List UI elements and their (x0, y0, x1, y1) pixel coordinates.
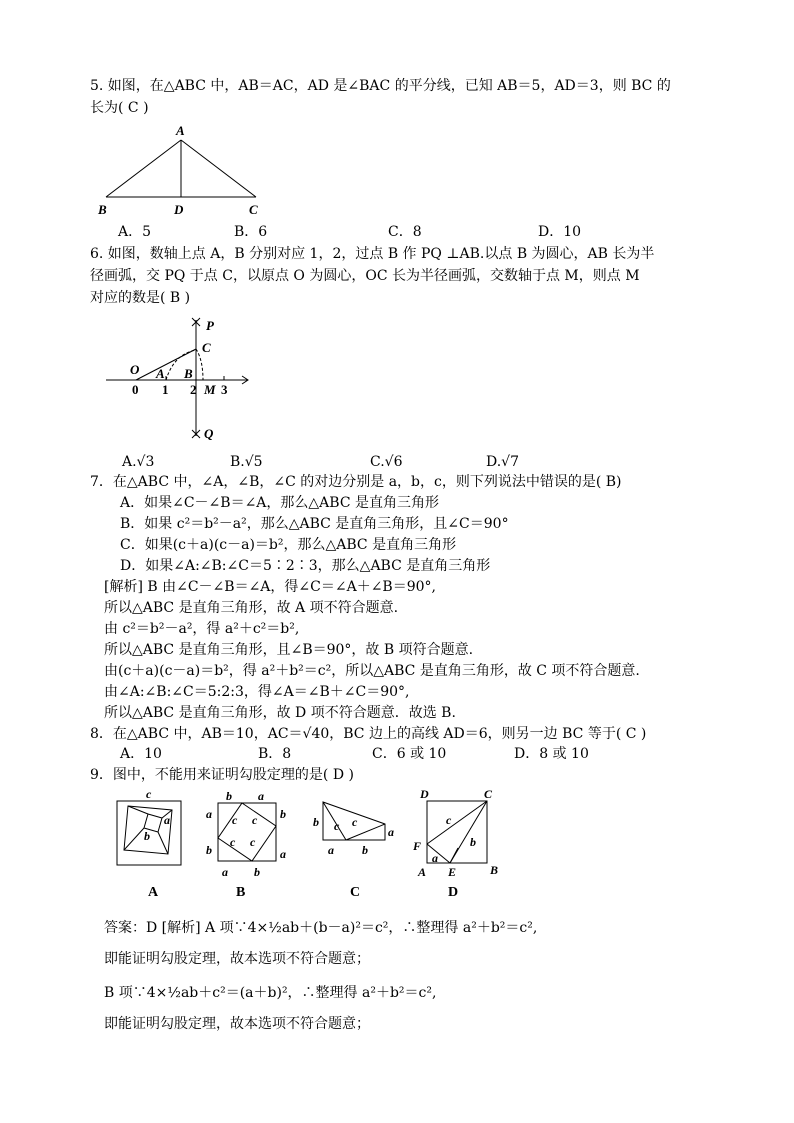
q7-analysis-7: 所以△ABC 是直角三角形，故 D 项不符合题意．故选 B. (104, 705, 456, 721)
label-c-4: c (250, 835, 256, 849)
q9-answer-4: 即能证明勾股定理，故本选项不符合题意； (104, 1016, 370, 1032)
label-a-side: a (432, 851, 438, 865)
q8-option-b: B．8 (258, 746, 292, 762)
outer-square (218, 803, 276, 861)
label-a-left: a (206, 807, 212, 821)
label-c-1: c (232, 813, 238, 827)
label-a-bottom: a (222, 865, 228, 879)
q6-stem-line1: 6. 如图，数轴上点 A，B 分别对应 1，2，过点 B 作 PQ ⊥AB.以点 B 为圆心，AB 长为半 (90, 246, 655, 262)
label-c-side: c (446, 813, 452, 827)
q8-option-c: C．6 或 10 (372, 746, 447, 762)
q7-analysis-2: 所以△ABC 是直角三角形，故 A 项不符合题意. (104, 600, 399, 616)
label-f: F (413, 839, 422, 853)
label-b-right: b (280, 807, 286, 821)
label-a-point: A (418, 865, 427, 879)
q5-option-c: C．8 (388, 224, 422, 240)
tick-2: 2 (190, 382, 197, 397)
label-b-top: b (226, 789, 232, 803)
segment-cf (427, 801, 487, 844)
label-b-left: b (206, 843, 212, 857)
q6-option-b: B.√5 (230, 454, 263, 470)
q5-stem-line2: 长为( C ) (90, 100, 149, 116)
label-p: P (206, 318, 214, 333)
q7-analysis-5: 由(c＋a)(c－a)＝b²，得 a²＋b²＝c²，所以△ABC 是直角三角形，故 C 项不符合题意. (104, 663, 640, 679)
label-q: Q (204, 426, 214, 441)
tick-0: 0 (132, 382, 139, 397)
q7-analysis-1: [解析] B 由∠C－∠B＝∠A，得∠C＝∠A＋∠B＝90°, (104, 579, 436, 595)
q6-option-d: D.√7 (486, 454, 520, 470)
q8-option-d: D．8 或 10 (514, 746, 589, 762)
label-b-point: B (490, 863, 499, 877)
inner-square (218, 803, 276, 861)
caption-b: B (236, 885, 246, 900)
label-m: M (204, 382, 216, 397)
segment-ac (181, 140, 256, 197)
q5-option-b: B．6 (234, 224, 268, 240)
q9-figure-b (200, 788, 296, 900)
q7-option-a: A．如果∠C－∠B＝∠A，那么△ABC 是直角三角形 (120, 495, 439, 511)
label-o: O (130, 362, 140, 377)
label-d: D (420, 788, 429, 801)
label-b: B (98, 202, 107, 217)
q7-analysis-6: 由∠A:∠B:∠C＝5:2:3，得∠A＝∠B＋∠C＝90°, (104, 684, 410, 700)
label-b-bottom: b (362, 843, 368, 857)
q6-option-a: A.√3 (122, 454, 155, 470)
label-c: C (202, 340, 211, 355)
segment-ce (450, 801, 487, 863)
q8-stem: 8．在△ABC 中，AB＝10，AC＝√40，BC 边上的高线 AD＝6，则另一边 BC 等于( C ) (90, 726, 647, 742)
q5-triangle-figure (95, 122, 275, 220)
segment-fe (427, 844, 450, 863)
label-a: A (176, 123, 185, 138)
q5-option-d: D．10 (538, 224, 582, 240)
q9-answer-3: B 项∵4×½ab＋c²＝(a＋b)²，∴整理得 a²＋b²＝c², (104, 985, 437, 1001)
label-c-3: c (230, 835, 236, 849)
caption-a: A (148, 885, 159, 900)
tick-1: 1 (162, 382, 169, 397)
label-b-bottom: b (254, 865, 260, 879)
q6-number-line-figure (100, 308, 260, 448)
q6-stem-line2: 径画弧，交 PQ 于点 C，以原点 O 为圆心，OC 长为半径画弧，交数轴于点 M，则点 M (90, 268, 640, 284)
label-a-bottom: a (328, 843, 334, 857)
label-a: a (164, 813, 170, 827)
label-a-right: a (388, 825, 394, 839)
caption-d: D (448, 885, 459, 900)
label-e: E (448, 865, 457, 879)
label-c: C (249, 202, 258, 217)
q5-stem-line1: 5. 如图，在△ABC 中，AB＝AC，AD 是∠BAC 的平分线，已知 AB＝5，AD＝3，则 BC 的 (90, 78, 671, 94)
q7-option-b: B．如果 c²＝b²－a²，那么△ABC 是直角三角形，且∠C＝90° (120, 516, 509, 532)
caption-c: C (350, 885, 361, 900)
label-b-left: b (313, 815, 319, 829)
segment-ab (106, 140, 181, 197)
q9-answer-1: 答案：D [解析] A 项∵4×½ab＋(b－a)²＝c²，∴整理得 a²＋b²＝c², (104, 920, 538, 936)
q8-option-a: A．10 (120, 746, 162, 762)
q6-stem-line3: 对应的数是( B ) (90, 290, 191, 306)
label-c-1: c (334, 819, 340, 833)
q9-stem: 9．图中，不能用来证明勾股定理的是( D ) (90, 767, 354, 783)
q9-figure-d (410, 788, 510, 900)
label-a: A (156, 366, 165, 381)
label-b: b (144, 829, 150, 843)
q9-figure-c (310, 788, 400, 900)
label-a-top: a (258, 789, 264, 803)
label-c: c (146, 788, 152, 801)
label-b-side: b (470, 835, 476, 849)
q5-option-a: A．5 (118, 224, 152, 240)
height-line (450, 848, 458, 863)
q7-analysis-4: 所以△ABC 是直角三角形，且∠B＝90°，故 B 项符合题意. (104, 642, 474, 658)
label-a-right: a (280, 847, 286, 861)
q7-analysis-3: 由 c²＝b²－a²，得 a²＋c²＝b², (104, 621, 300, 637)
label-c-2: c (352, 815, 358, 829)
label-c: C (484, 788, 493, 801)
label-b: B (184, 366, 193, 381)
q7-option-d: D．如果∠A:∠B:∠C＝5∶2∶3，那么△ABC 是直角三角形 (120, 558, 491, 574)
q7-option-c: C．如果(c＋a)(c－a)＝b²，那么△ABC 是直角三角形 (120, 537, 457, 553)
q9-answer-2: 即能证明勾股定理，故本选项不符合题意； (104, 951, 370, 967)
q9-figure-a (110, 788, 194, 900)
q7-stem: 7．在△ABC 中，∠A，∠B，∠C 的对边分别是 a，b，c，则下列说法中错误的是( B) (90, 474, 622, 490)
q6-option-c: C.√6 (370, 454, 403, 470)
label-c-2: c (252, 813, 258, 827)
tick-3: 3 (221, 382, 228, 397)
label-d: D (174, 202, 184, 217)
